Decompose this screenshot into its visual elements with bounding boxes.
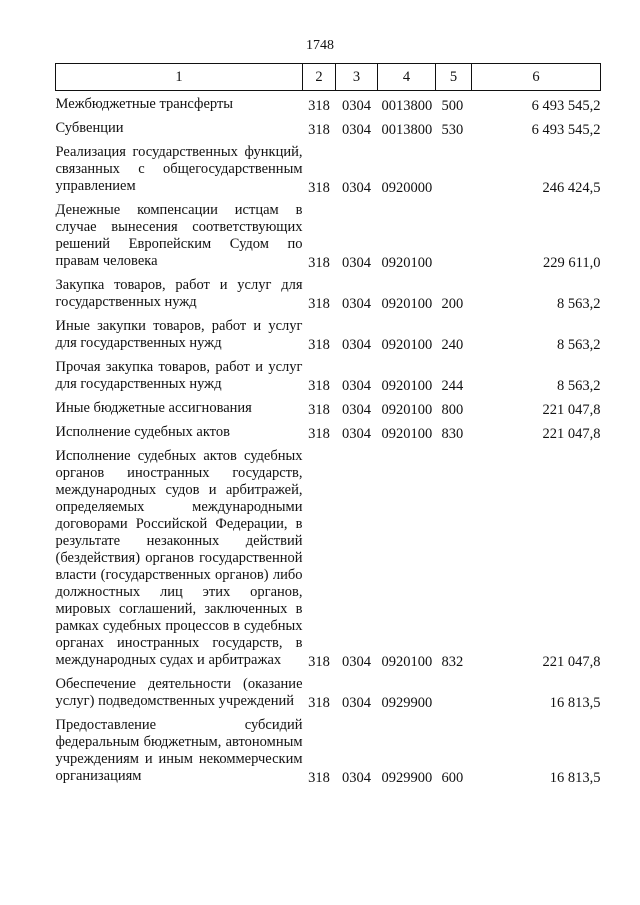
row-code: 0920100	[381, 402, 433, 418]
row-kind: 600	[441, 770, 464, 786]
row-gov: 318	[308, 122, 330, 138]
row-kind: 800	[441, 402, 464, 418]
row-code: 0920100	[381, 296, 433, 312]
row-section: 0304	[342, 122, 371, 138]
row-gov: 318	[308, 426, 330, 442]
row-kind: 500	[441, 98, 464, 114]
row-section: 0304	[342, 770, 371, 786]
row-name: Иные закупки товаров, работ и услуг для государственных нужд	[55, 318, 303, 351]
table-body	[56, 91, 601, 788]
row-kind: 530	[441, 122, 464, 138]
row-amount: 221 047,8	[542, 654, 601, 670]
row-gov: 318	[308, 337, 330, 353]
row-section: 0304	[342, 654, 371, 670]
table-row	[56, 91, 601, 116]
row-gov: 318	[308, 402, 330, 418]
table-row	[56, 272, 601, 313]
column-header-amount: 6	[472, 64, 601, 91]
row-name: Предоставление субсидий федеральным бюджетным, автономным учреждениям и иным некоммерческим организациям	[55, 717, 303, 784]
row-kind: 244	[441, 378, 464, 394]
table-row	[56, 712, 601, 787]
row-amount: 8 563,2	[557, 296, 601, 312]
table-header-row	[56, 64, 601, 91]
row-amount: 6 493 545,2	[531, 122, 601, 138]
row-name: Исполнение судебных актов судебных органов иностранных государств, международных судов и арбитражей, определяемых международными договорами Российской Федерации, в результате незаконных действий (бездействия) органов государственной власти (государственных органов) либо должностных лиц этих органов, мировых соглашений, заключенных в рамках судебных процессов в судебных органах иностранных государств, в международных судах и арбитражах	[55, 448, 303, 668]
table-row	[56, 395, 601, 419]
row-amount: 16 813,5	[549, 695, 601, 711]
row-name: Реализация государственных функций, связанных с общегосударственным управлением	[55, 144, 303, 194]
row-amount: 221 047,8	[542, 426, 601, 442]
row-code: 0929900	[381, 770, 433, 786]
row-section: 0304	[342, 337, 371, 353]
row-kind: 832	[441, 654, 464, 670]
row-code: 0013800	[381, 122, 433, 138]
row-name: Прочая закупка товаров, работ и услуг для государственных нужд	[55, 359, 303, 392]
column-header-name: 1	[56, 64, 303, 91]
row-amount: 246 424,5	[542, 180, 601, 196]
row-code: 0920100	[381, 255, 433, 271]
column-header-section: 3	[336, 64, 378, 91]
row-code: 0929900	[381, 695, 433, 711]
page-number: 1748	[306, 38, 334, 53]
row-amount: 221 047,8	[542, 402, 601, 418]
row-gov: 318	[308, 255, 330, 271]
row-kind: 240	[441, 337, 464, 353]
row-code: 0013800	[381, 98, 433, 114]
row-gov: 318	[308, 654, 330, 670]
row-code: 0920100	[381, 426, 433, 442]
row-kind	[436, 139, 472, 197]
row-name: Иные бюджетные ассигнования	[55, 400, 252, 416]
row-code: 0920000	[381, 180, 433, 196]
row-code: 0920100	[381, 654, 433, 670]
column-header-code: 4	[378, 64, 436, 91]
table-row	[56, 443, 601, 671]
row-kind: 200	[441, 296, 464, 312]
row-gov: 318	[308, 180, 330, 196]
table-row	[56, 671, 601, 712]
row-section: 0304	[342, 378, 371, 394]
row-amount: 16 813,5	[549, 770, 601, 786]
row-name: Денежные компенсации истцам в случае вынесения соответствующих решений Европейским Судом по правам человека	[55, 202, 303, 269]
row-section: 0304	[342, 695, 371, 711]
row-amount: 6 493 545,2	[531, 98, 601, 114]
row-kind	[436, 197, 472, 272]
row-section: 0304	[342, 296, 371, 312]
row-section: 0304	[342, 255, 371, 271]
table-row	[56, 354, 601, 395]
row-amount: 8 563,2	[557, 378, 601, 394]
row-gov: 318	[308, 770, 330, 786]
row-amount: 8 563,2	[557, 337, 601, 353]
row-section: 0304	[342, 402, 371, 418]
row-name: Исполнение судебных актов	[55, 424, 230, 440]
row-section: 0304	[342, 180, 371, 196]
row-code: 0920100	[381, 337, 433, 353]
row-section: 0304	[342, 98, 371, 114]
row-code: 0920100	[381, 378, 433, 394]
row-section: 0304	[342, 426, 371, 442]
row-gov: 318	[308, 695, 330, 711]
table-row	[56, 139, 601, 197]
row-gov: 318	[308, 296, 330, 312]
table-row	[56, 313, 601, 354]
row-amount: 229 611,0	[543, 255, 601, 271]
column-header-kind: 5	[436, 64, 472, 91]
row-kind	[436, 671, 472, 712]
budget-table	[55, 63, 601, 787]
row-gov: 318	[308, 98, 330, 114]
row-name: Межбюджетные трансферты	[55, 96, 234, 112]
table-row	[56, 197, 601, 272]
row-name: Закупка товаров, работ и услуг для государственных нужд	[55, 277, 303, 310]
row-gov: 318	[308, 378, 330, 394]
row-kind: 830	[441, 426, 464, 442]
table-row	[56, 115, 601, 139]
row-name: Обеспечение деятельности (оказание услуг) подведомственных учреждений	[55, 676, 303, 709]
row-name: Субвенции	[55, 120, 124, 136]
table-row	[56, 419, 601, 443]
column-header-gov: 2	[303, 64, 336, 91]
